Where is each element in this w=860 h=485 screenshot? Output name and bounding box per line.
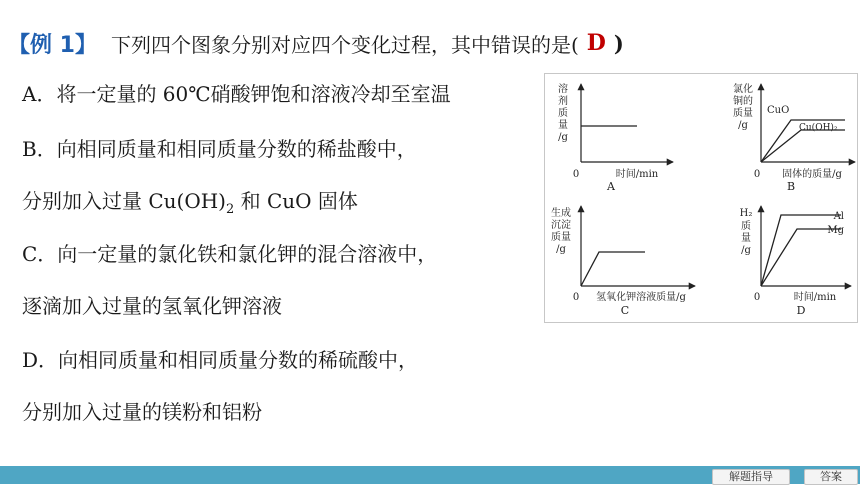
graph-d-xlabel: 时间/min: [793, 292, 837, 303]
graph-a-xlabel: 时间/min: [615, 169, 659, 180]
graph-b-xlabel: 固体的质量/g: [782, 169, 842, 180]
question-stem: 下列四个图象分别对应四个变化过程，其中错误的是(: [110, 32, 579, 57]
graph-d-label-mg: Mg: [827, 225, 844, 236]
option-d: D．向相同质量和相同质量分数的稀硫酸中，: [22, 348, 419, 372]
graph-b-caption: B: [786, 180, 796, 193]
graph-d-label-al: Al: [833, 211, 844, 222]
graph-d: [740, 206, 851, 317]
graph-a-ylabel-5: /g: [558, 132, 568, 143]
graph-b-ylabel-2: 铜的: [733, 96, 753, 107]
graph-b-ylabel-4: /g: [738, 120, 748, 131]
example-tag: 【例 1】: [8, 32, 97, 58]
graph-b-ylabel-3: 质量: [733, 108, 753, 119]
graph-c-ylabel-2: 沉淀: [551, 220, 571, 231]
graph-c-line: [581, 252, 645, 286]
graphs-svg: [545, 74, 857, 322]
graph-d-origin: 0: [753, 292, 761, 303]
graph-b-label-cuo: CuO: [767, 105, 790, 116]
graph-b-line-cuoh2: [761, 130, 845, 162]
graph-a-ylabel-4: 量: [558, 120, 568, 131]
graph-b: [733, 82, 855, 193]
graph-b-ylabel-1: 氯化: [733, 84, 753, 95]
option-c-continued: 逐滴加入过量的氢氧化钾溶液: [22, 294, 282, 318]
option-b-continued: [22, 185, 358, 217]
option-c: C．向一定量的氯化铁和氯化钾的混合溶液中，: [22, 242, 438, 266]
graph-c: [551, 206, 695, 317]
graph-c-ylabel-3: 质量: [551, 232, 571, 243]
hint-button[interactable]: 解题指导: [712, 469, 790, 485]
graph-c-origin: 0: [572, 292, 580, 303]
graph-d-ylabel-2: 质: [741, 221, 751, 232]
graph-d-ylabel-3: 量: [741, 233, 751, 244]
graph-b-origin: 0: [753, 169, 761, 180]
option-b-text-1: 分别加入过量 Cu(OH): [22, 189, 226, 213]
graph-b-label-cuoh2: Cu(OH)₂: [799, 123, 838, 133]
graph-c-caption: C: [620, 304, 630, 317]
graph-a-ylabel-2: 剂: [558, 96, 568, 107]
graph-c-ylabel-4: /g: [556, 244, 566, 255]
close-paren: ): [613, 30, 624, 56]
subscript-2: 2: [225, 202, 235, 217]
option-b: B．向相同质量和相同质量分数的稀盐酸中，: [22, 137, 417, 161]
graph-d-ylabel-4: /g: [741, 245, 751, 256]
answer-letter: D: [586, 30, 606, 56]
graph-a: [558, 82, 673, 193]
option-d-continued: 分别加入过量的镁粉和铝粉: [22, 400, 262, 424]
option-a: A．将一定量的 60℃硝酸钾饱和溶液冷却至室温: [22, 82, 451, 106]
graph-a-caption: A: [607, 180, 615, 193]
graph-d-line-mg: [761, 229, 841, 286]
graph-a-origin: 0: [572, 169, 580, 180]
graph-d-caption: D: [796, 304, 806, 317]
graph-c-xlabel: 氢氧化钾溶液质量/g: [596, 292, 686, 303]
graph-d-ylabel-1: H₂: [739, 208, 753, 219]
graphs-figure: [544, 73, 858, 323]
answer-button[interactable]: 答案: [804, 469, 858, 485]
option-b-text-2: 和 CuO 固体: [234, 189, 358, 213]
graph-a-ylabel-1: 溶: [558, 84, 568, 95]
graph-c-ylabel-1: 生成: [551, 208, 571, 219]
graph-a-ylabel-3: 质: [558, 108, 568, 119]
question-title-row: [8, 26, 624, 60]
